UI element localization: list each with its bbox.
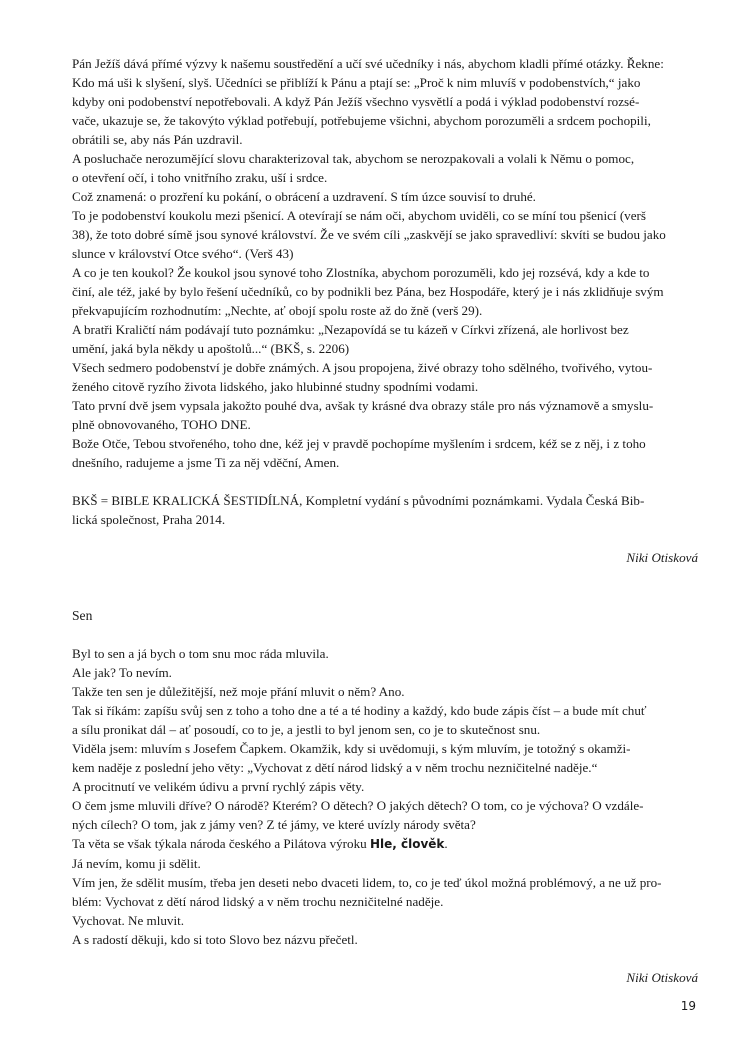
author-signature: Niki Otisková bbox=[626, 970, 698, 985]
text-line: ných cílech? O tom, jak z jámy ven? Z té jámy, ve které uvízly národy světa? bbox=[72, 817, 476, 832]
text-line: o otevření očí, i toho vnitřního zraku, uší i srdce. bbox=[72, 170, 328, 185]
article-body bbox=[72, 54, 698, 472]
text-line: A s radostí děkuji, kdo si toto Slovo bez názvu přečetl. bbox=[72, 932, 358, 947]
quote-emphasis: Hle, člověk bbox=[369, 837, 445, 851]
text-line bbox=[72, 834, 698, 854]
text-line: a sílu pronikat dál – ať posoudí, co to je, a jestli to byl jenom sen, co je to skutečnost snu. bbox=[72, 722, 541, 737]
text-line: kdyby oni podobenství nepotřebovali. A když Pán Ježíš všechno vysvětlí a podá i výklad podobenství rozsé- bbox=[72, 94, 640, 109]
text-line: A procitnutí ve velikém údivu a první rychlý zápis věty. bbox=[72, 779, 365, 794]
text-line: To je podobenství koukolu mezi pšenicí. A otevírají se nám oči, abychom uviděli, co se míní tou pšenicí (verš bbox=[72, 208, 647, 223]
text-line: Já nevím, komu ji sdělit. bbox=[72, 856, 201, 871]
text-line: A posluchače nerozumějící slovu charakterizoval tak, abychom se nerozpakovali a volali k Němu o pomoc, bbox=[72, 151, 635, 166]
text-line: Kdo má uši k slyšení, slyš. Učedníci se přiblíží k Pánu a ptají se: „Proč k nim mluvíš v podobenstvích,“ jako bbox=[72, 75, 641, 90]
text-line: překvapujícím rozhodnutím: „Nechte, ať obojí spolu roste až do žně (verš 29). bbox=[72, 303, 483, 318]
text-line: Pán Ježíš dává přímé výzvy k našemu soustředění a učí své učedníky i nás, abychom kladli přímé otázky. Řekne: bbox=[72, 56, 664, 71]
text-line: A co je ten koukol? Že koukol jsou synové toho Zlostníka, abychom porozuměli, kdo jej rozsévá, kdy a kde to bbox=[72, 265, 650, 280]
author-signature: Niki Otisková bbox=[626, 550, 698, 565]
text-segment: . bbox=[444, 836, 448, 851]
text-segment: Ta věta se však týkala národa českého a Pilátova výroku bbox=[72, 836, 370, 851]
text-line: ženého citově ryzího života lidského, jako hlubinné studny spodními vodami. bbox=[72, 379, 479, 394]
text-line: Tato první dvě jsem vypsala jakožto pouhé dva, avšak ty krásné dva obrazy stále pro nás významově a smyslu- bbox=[72, 398, 654, 413]
page-content bbox=[72, 54, 698, 987]
text-line: slunce v království Otce svého“. (Verš 43) bbox=[72, 246, 294, 261]
footnote-line: lická společnost, Praha 2014. bbox=[72, 512, 226, 527]
text-line: blém: Vychovat z dětí národ lidský a v něm trochu nezničitelné naděje. bbox=[72, 894, 444, 909]
text-line: A bratři Kraličtí nám podávají tuto poznámku: „Nezapovídá se tu kázeň v Církvi zřízená, ale horlivost bez bbox=[72, 322, 629, 337]
footnote-line: BKŠ = BIBLE KRALICKÁ ŠESTIDÍLNÁ, Kompletní vydání s původními poznámkami. Vydala Česká Bib- bbox=[72, 493, 645, 508]
text-line: Vím jen, že sdělit musím, třeba jen deseti nebo dvaceti lidem, to, co je teď úkol možná problémový, a ne už pro- bbox=[72, 875, 662, 890]
text-line: Viděla jsem: mluvím s Josefem Čapkem. Okamžik, kdy si uvědomuji, s kým mluvím, je totožný s okamži- bbox=[72, 741, 631, 756]
text-line: vače, ukazuje se, že takovýto výklad potřebují, potřebujeme všichni, abychom porozuměli a srdcem pochopili, bbox=[72, 113, 651, 128]
text-line: Tak si říkám: zapíšu svůj sen z toho a toho dne a té a té hodiny a každý, kdo bude zápis číst – a bude mít chuť bbox=[72, 703, 647, 718]
text-line: O čem jsme mluvili dříve? O národě? Kterém? O dětech? O jakých dětech? O tom, co je výchova? O vzdále- bbox=[72, 798, 644, 813]
text-line: kem naděje z poslední jeho věty: „Vychovat z dětí národ lidský a v něm trochu nezničitelné naděje.“ bbox=[72, 760, 598, 775]
text-line: Bože Otče, Tebou stvořeného, toho dne, kéž jej v pravdě pochopíme myšlením i srdcem, kéž se z něj, i z toho bbox=[72, 436, 646, 451]
text-line: Ale jak? To nevím. bbox=[72, 665, 172, 680]
page-number: 19 bbox=[680, 999, 696, 1013]
article-title: Sen bbox=[72, 608, 93, 623]
text-line: 38), že toto dobré símě jsou synové království. Že ve svém cíli „zaskvějí se jako spravedliví: skvíti se budou jako bbox=[72, 227, 666, 242]
text-line: obrátili se, aby nás Pán uzdravil. bbox=[72, 132, 243, 147]
text-line: dnešního, radujeme a jsme Ti za něj vděční, Amen. bbox=[72, 455, 340, 470]
text-line: Což znamená: o prozření ku pokání, o obrácení a uzdravení. S tím úzce souvisí to druhé. bbox=[72, 189, 536, 204]
text-line: Takže ten sen je důležitější, než moje přání mluvit o něm? Ano. bbox=[72, 684, 405, 699]
text-line: činí, ale též, jaké by bylo řešení učedníků, co by podnikli bez Pána, bez Hospodáře, který je i nás zklidňuje svým bbox=[72, 284, 664, 299]
text-line: Byl to sen a já bych o tom snu moc ráda mluvila. bbox=[72, 646, 329, 661]
text-line: Vychovat. Ne mluvit. bbox=[72, 913, 185, 928]
article-body bbox=[72, 644, 698, 949]
text-line: Všech sedmero podobenství je dobře známých. A jsou propojena, živé obrazy toho sdělného, tvořivého, vytou- bbox=[72, 360, 653, 375]
footnote bbox=[72, 491, 698, 529]
text-line: plně obnovovaného, TOHO DNE. bbox=[72, 417, 251, 432]
text-line: umění, jaká byla někdy u apoštolů...“ (BKŠ, s. 2206) bbox=[72, 341, 350, 356]
